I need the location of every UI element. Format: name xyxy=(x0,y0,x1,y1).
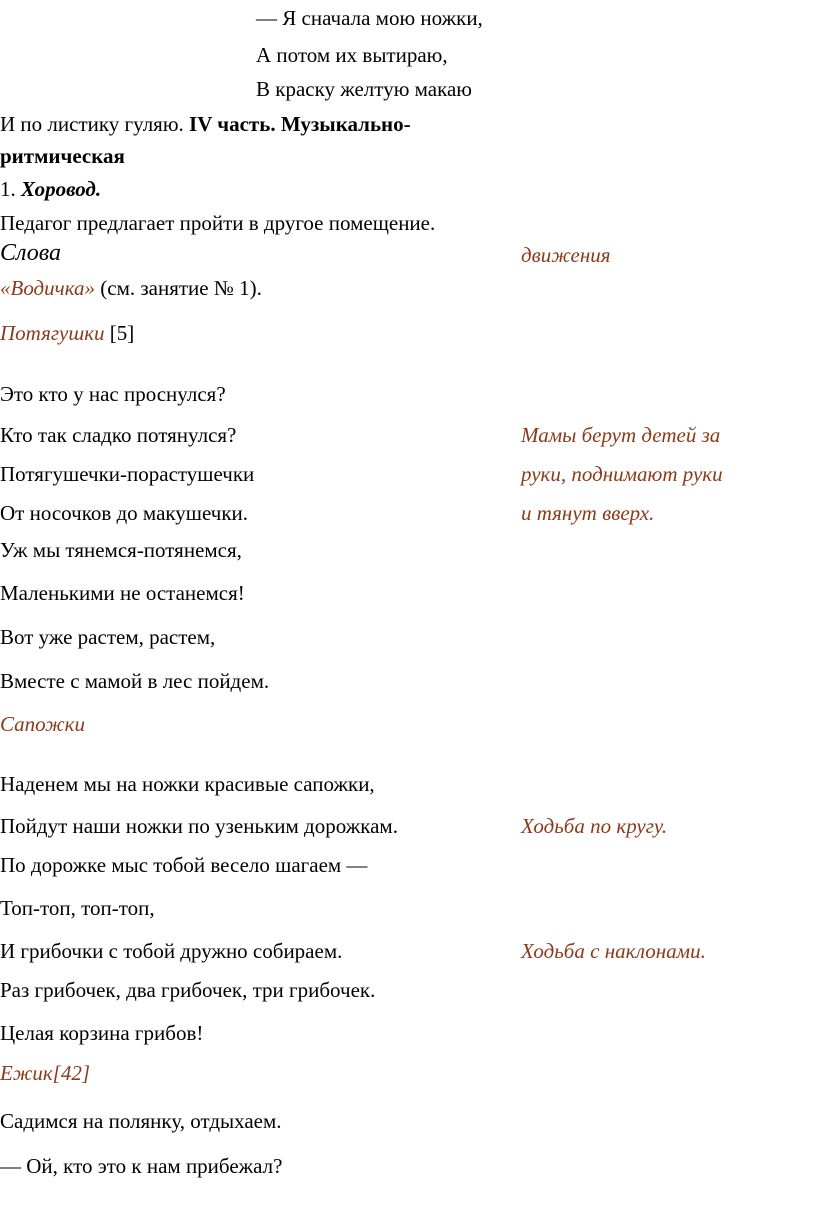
verse-line: Садимся на полянку, отдыхаем. xyxy=(0,1109,282,1133)
verse-line: — Ой, кто это к нам прибежал? xyxy=(0,1154,283,1178)
intro-line-1: — Я сначала мою ножки, xyxy=(256,6,483,30)
part-heading: IV часть. Музыкально- xyxy=(189,112,411,136)
verse-line: Кто так сладко потянулся? xyxy=(0,423,237,447)
verse-line: Это кто у нас проснулся? xyxy=(0,382,226,406)
intro-line-4 xyxy=(0,111,411,137)
potyagushki-ref: [5] xyxy=(104,321,135,345)
movement-note: Мамы берут детей за xyxy=(521,423,721,447)
verse-line: Уж мы тянемся-потянемся, xyxy=(0,538,242,562)
intro-line-3: В краску желтую макаю xyxy=(256,77,472,101)
section-heading xyxy=(0,176,101,202)
section-number: 1. xyxy=(0,177,21,201)
section-description: Педагог предлагает пройти в другое помещение. xyxy=(0,211,436,235)
movement-note: и тянут вверх. xyxy=(521,501,655,525)
verse-line: Целая корзина грибов! xyxy=(0,1021,204,1045)
movement-note: Ходьба по кругу. xyxy=(521,814,668,838)
verse-line: Раз грибочек, два грибочек, три грибочек. xyxy=(0,978,376,1002)
verse-line: По дорожке мыс тобой весело шагаем — xyxy=(0,853,368,877)
verse-line: Наденем мы на ножки красивые сапожки, xyxy=(0,772,375,796)
verse-line: Вместе с мамой в лес пойдем. xyxy=(0,669,270,693)
potyagushki-title: Потягушки xyxy=(0,321,105,345)
verse-line: Потягушечки-порастушечки xyxy=(0,462,255,486)
vodichka-title: «Водичка» xyxy=(0,276,95,300)
vodichka-ref: (см. занятие № 1). xyxy=(95,276,262,300)
intro-line-4-text: И по листику гуляю. xyxy=(0,112,190,136)
verse-line: И грибочки с тобой дружно собираем. xyxy=(0,939,343,963)
movement-note: руки, поднимают руки xyxy=(521,462,723,486)
column-header-moves: движения xyxy=(521,243,611,267)
verse-line: Топ-топ, топ-топ, xyxy=(0,896,155,920)
ezhik-title: Ежик[42] xyxy=(0,1061,91,1085)
vodichka-line xyxy=(0,275,262,301)
section-title: Хоровод. xyxy=(21,177,102,201)
intro-line-2: А потом их вытираю, xyxy=(256,43,448,67)
sapozhki-title: Сапожки xyxy=(0,712,85,736)
movement-note: Ходьба с наклонами. xyxy=(521,939,706,963)
part-heading-cont: ритмическая xyxy=(0,144,125,168)
verse-line: От носочков до макушечки. xyxy=(0,501,249,525)
verse-line: Пойдут наши ножки по узеньким дорожкам. xyxy=(0,814,398,838)
verse-line: Маленькими не останемся! xyxy=(0,581,245,605)
verse-line: Вот уже растем, растем, xyxy=(0,625,216,649)
column-header-words: Слова xyxy=(0,240,62,266)
potyagushki-heading xyxy=(0,320,134,346)
